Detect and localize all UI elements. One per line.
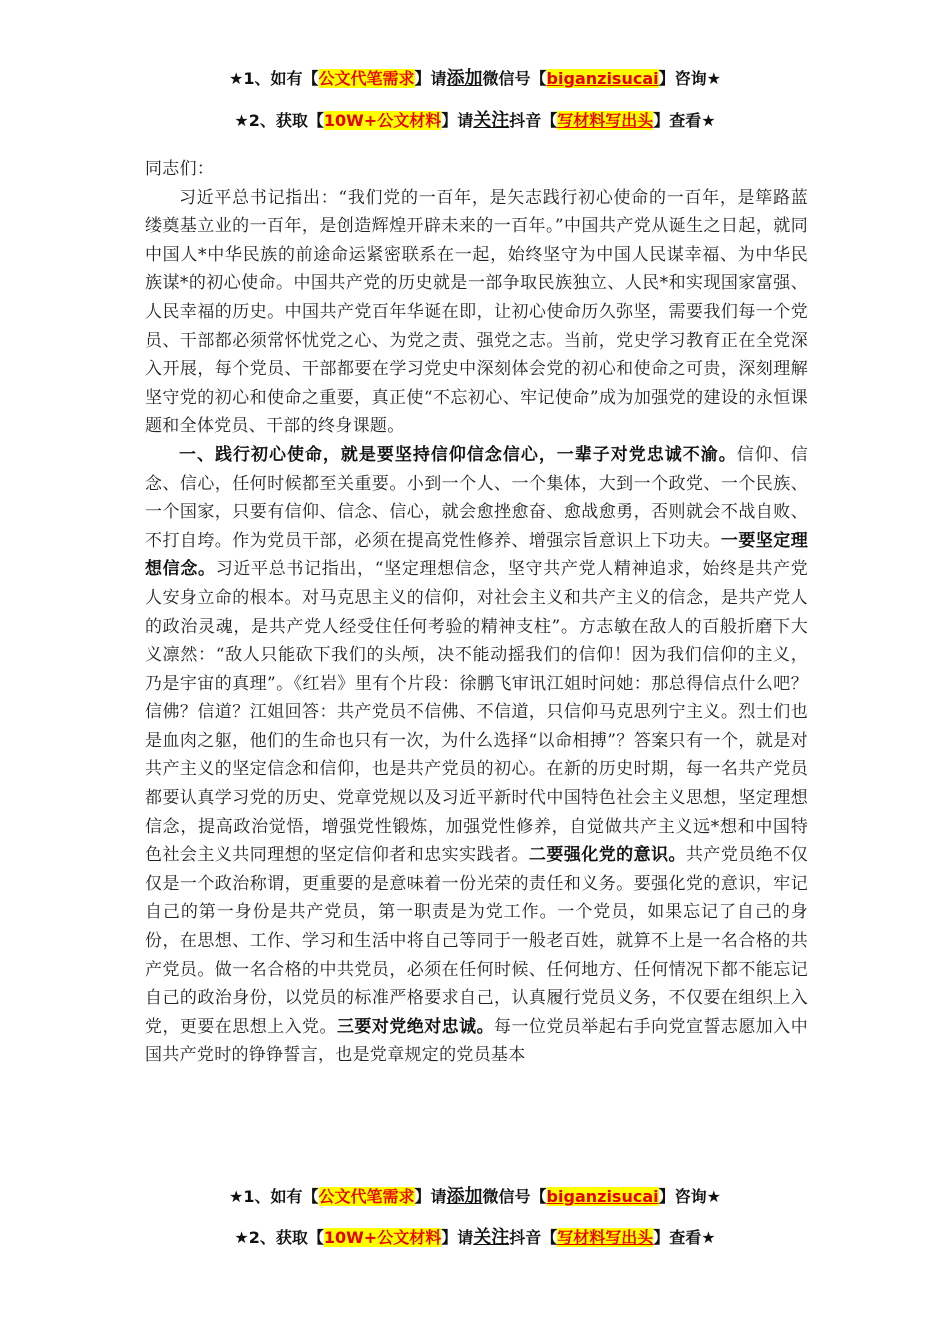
star-icon: ★	[234, 111, 249, 130]
promo-line-2-prefix: 2、获取【	[248, 1228, 324, 1247]
promo-line-1-prefix: 1、如有【	[243, 1187, 319, 1206]
promo-line-2-mid2: 抖音【	[509, 111, 558, 130]
promo-line-2	[0, 110, 950, 132]
star-icon: ★	[229, 1187, 244, 1206]
promo-line-2-prefix: 2、获取【	[248, 111, 324, 130]
paragraph-intro: 习近平总书记指出：“我们党的一百年，是矢志践行初心使命的一百年，是筚路蓝缕奠基立业的一百年，是创造辉煌开辟未来的一百年。”中国共产党从诞生之日起，就同中国人*中华民族的前途命运紧密联系在一起，始终坚守为中国人民谋幸福、为中华民族谋*的初心使命。中国共产党的历史就是一部争取民族独立、人民*和实现国家富强、人民幸福的历史。中国共产党百年华诞在即，让初心使命历久弥坚，需要我们每一个党员、干部都必须常怀忧党之心、为党之责、强党之志。当前，党史学习教育正在全党深入开展，每个党员、干部都要在学习党史中深刻体会党的初心和使命之可贵，深刻理解坚守党的初心和使命之重要，真正使“不忘初心、牢记使命”成为加强党的建设的永恒课题和全体党员、干部的终身课题。	[145, 187, 808, 437]
promo-line-1-suffix: 】咨询★	[658, 69, 721, 88]
promo-service-highlight: 公文代笔需求	[318, 69, 415, 88]
promo-line-1	[0, 68, 950, 90]
promo-service-highlight: 公文代笔需求	[318, 1187, 415, 1206]
document-body	[145, 155, 808, 1070]
promo-line-1-mid2: 微信号【	[482, 1187, 547, 1206]
promo-line-2-mid1: 】请	[441, 1228, 474, 1247]
salutation: 同志们：	[145, 159, 215, 179]
subheading-party-awareness: 二要强化党的意识。	[528, 845, 686, 866]
promo-line-1-mid1: 】请	[414, 1187, 447, 1206]
promo-follow-emphasis: 关注	[473, 110, 510, 131]
promo-line-2-mid2: 抖音【	[509, 1228, 558, 1247]
promo-line-1-suffix: 】咨询★	[658, 1187, 721, 1206]
paragraph-section-one	[145, 441, 808, 1070]
promo-follow-emphasis: 关注	[473, 1227, 510, 1248]
subheading-ideals: 一要坚定理想信念。	[145, 530, 808, 580]
paragraph-text: 习近平总书记指出，“坚定理想信念，坚守共产党人精神追求，始终是共产党人安身立命的根本。对马克思主义的信仰，对社会主义和共产主义的信念，是共产党人的政治灵魂，是共产党人经受住任何考验的精神支柱”。方志敏在敌人的百般折磨下大义凛然：“敌人只能砍下我们的头颅，决不能动摇我们的信仰！因为我们信仰的主义，乃是宇宙的真理”。《红岩》里有个片段：徐鹏飞审讯江姐时问她：那总得信点什么吧？信佛？信道？江姐回答：共产党员不信佛、不信道，只信仰马克思列宁主义。烈士们也是血肉之躯，他们的生命也只有一次，为什么选择“以命相搏”？答案只有一个，就是对共产主义的坚定信念和信仰，也是共产党员的初心。在新的历史时期，每一名共产党员都要认真学习党的历史、党章党规以及习近平新时代中国特色社会主义思想，坚定理想信念，提高政治觉悟，增强党性锻炼，加强党性修养，自觉做共产主义远*想和中国特色社会主义共同理想的坚定信仰者和忠实实践者。	[145, 559, 808, 866]
promo-material-highlight: 10W+公文材料	[323, 1228, 442, 1247]
promo-line-2-suffix: 】查看★	[653, 111, 716, 130]
promo-material-highlight: 10W+公文材料	[323, 111, 442, 130]
promo-line-1-prefix: 1、如有【	[243, 69, 319, 88]
star-icon: ★	[229, 69, 244, 88]
promo-add-emphasis: 添加	[446, 68, 483, 89]
paragraph-text: 每一位党员举起右手向党宣誓志愿加入中国共产党时的铮铮誓言，也是党章规定的党员基本	[145, 1016, 808, 1066]
wechat-id-link[interactable]: biganzisucai	[546, 69, 659, 88]
promo-add-emphasis: 添加	[446, 1186, 483, 1207]
paragraph-text: 信仰、信念、信心，任何时候都至关重要。小到一个人、一个集体，大到一个政党、一个民族、一个国家，只要有信仰、信念、信心，就会愈挫愈奋、愈战愈勇，否则就会不战自败、不打自垮。作为党员干部，必须在提高党性修养、增强宗旨意识上下功夫。	[145, 444, 808, 551]
promo-line-2-footer	[0, 1227, 950, 1249]
wechat-id-link[interactable]: biganzisucai	[546, 1187, 659, 1206]
promo-line-1-footer	[0, 1186, 950, 1208]
subheading-loyalty: 三要对党绝对忠诚。	[336, 1016, 495, 1037]
paragraph-text: 共产党员绝不仅仅是一个政治称谓，更重要的是意味着一份光荣的责任和义务。要强化党的意识，牢记自己的第一身份是共产党员，第一职责是为党工作。一个党员，如果忘记了自己的身份，在思想、工作、学习和生活中将自己等同于一般老百姓，就算不上是一名合格的共产党员。做一名合格的中共党员，必须在任何时候、任何地方、任何情况下都不能忘记自己的政治身份，以党员的标准严格要求自己，认真履行党员义务，不仅要在组织上入党，更要在思想上入党。	[145, 845, 808, 1037]
promo-line-2-mid1: 】请	[441, 111, 474, 130]
promo-line-1-mid2: 微信号【	[482, 69, 547, 88]
douyin-account-link[interactable]: 写材料写出头	[557, 1228, 654, 1247]
star-icon: ★	[234, 1228, 249, 1247]
douyin-account-link[interactable]: 写材料写出头	[557, 111, 654, 130]
promo-line-1-mid1: 】请	[414, 69, 447, 88]
promo-line-2-suffix: 】查看★	[653, 1228, 716, 1247]
section-heading: 一、践行初心使命，就是要坚持信仰信念信心，一辈子对党忠诚不渝。	[179, 444, 737, 465]
